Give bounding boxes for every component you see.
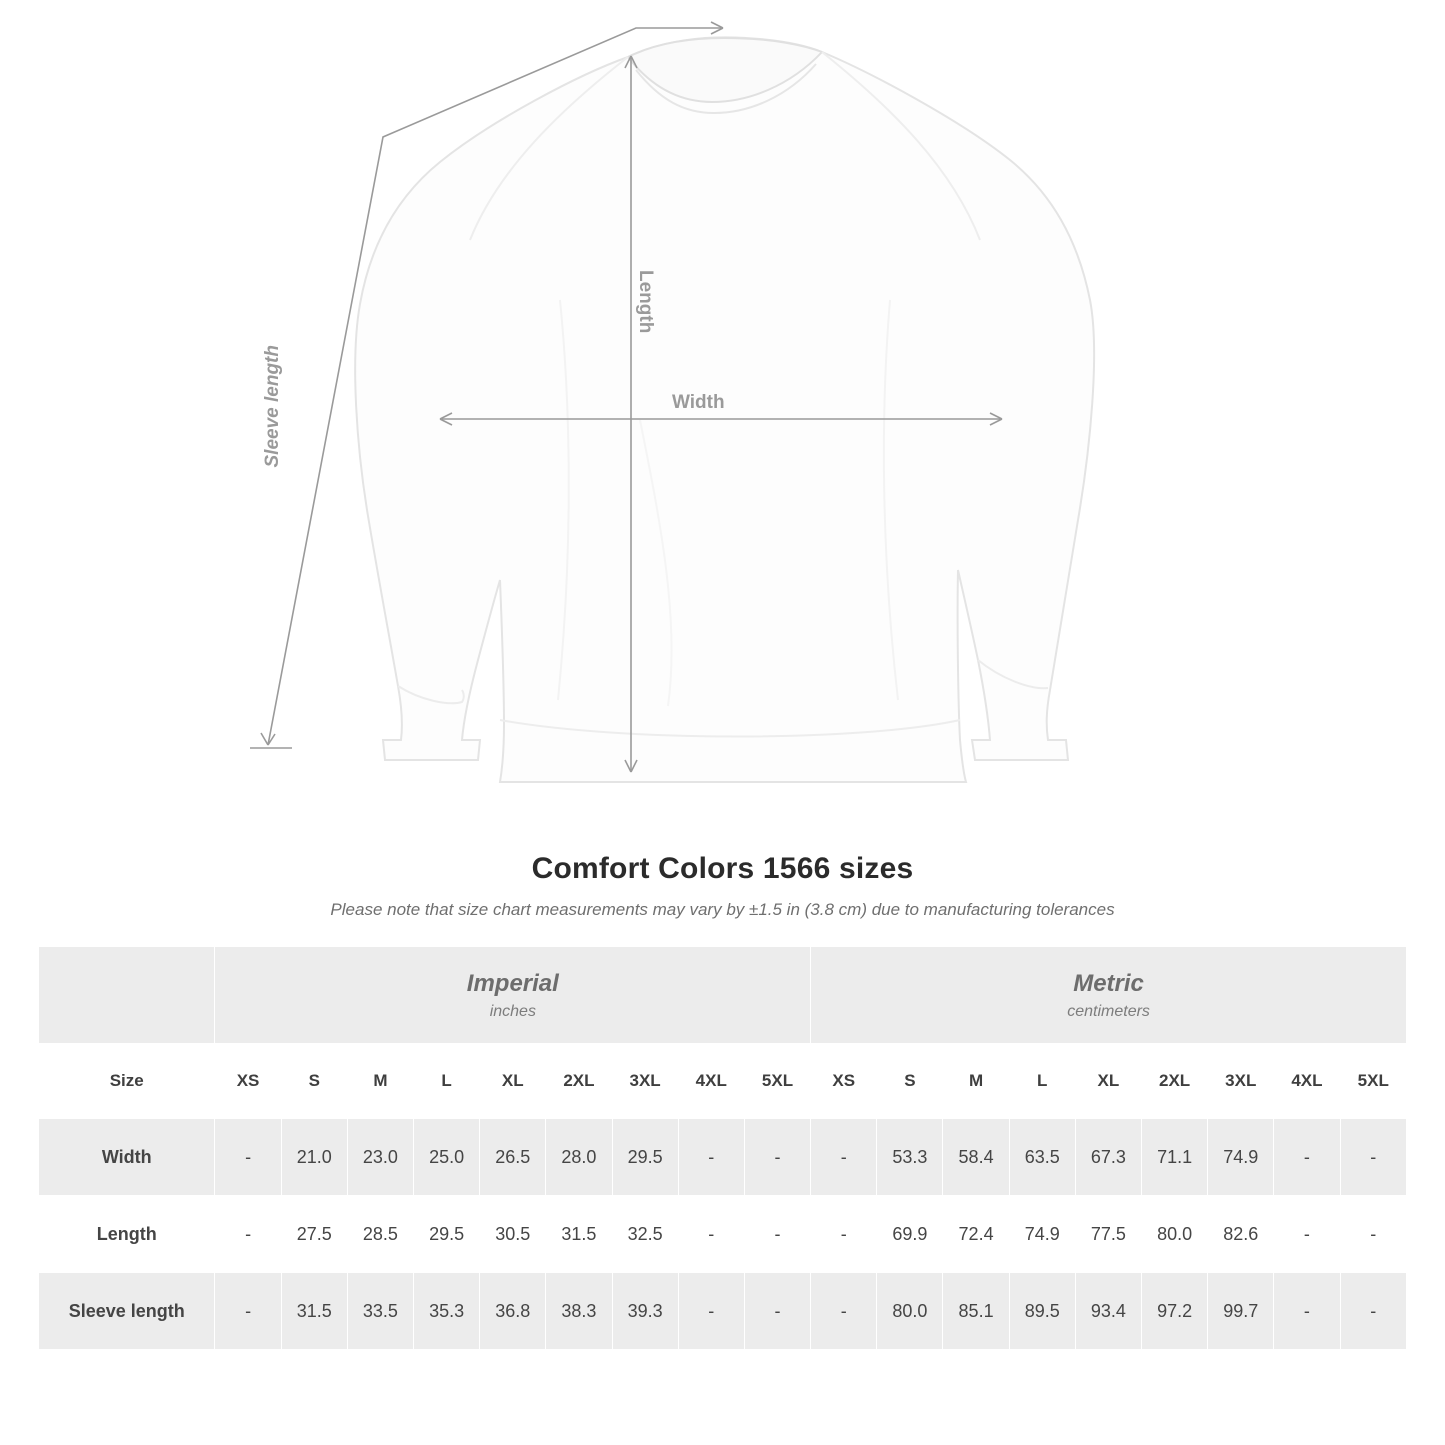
- cell-imperial-5xl: -: [744, 1273, 810, 1350]
- cell-imperial-xs: -: [215, 1273, 281, 1350]
- size-header-xl: XL: [480, 1044, 546, 1119]
- cell-metric-s: 53.3: [877, 1119, 943, 1196]
- unit-header-spacer: [39, 947, 215, 1044]
- cell-imperial-m: 33.5: [347, 1273, 413, 1350]
- size-header-m: M: [347, 1044, 413, 1119]
- measurement-tolerance-note: Please note that size chart measurements may vary by ±1.5 in (3.8 cm) due to manufacturing tolerances: [330, 900, 1115, 919]
- size-header-4xl: 4XL: [1274, 1044, 1340, 1119]
- cell-imperial-m: 23.0: [347, 1119, 413, 1196]
- size-header-l: L: [414, 1044, 480, 1119]
- unit-header-imperial: [215, 947, 811, 1044]
- table-row: [39, 1119, 1407, 1196]
- size-header-xs: XS: [215, 1044, 281, 1119]
- cell-imperial-2xl: 28.0: [546, 1119, 612, 1196]
- size-header-4xl: 4XL: [678, 1044, 744, 1119]
- cell-metric-xl: 67.3: [1075, 1119, 1141, 1196]
- size-header-5xl: 5XL: [1340, 1044, 1406, 1119]
- size-header-2xl: 2XL: [546, 1044, 612, 1119]
- cell-imperial-4xl: -: [678, 1119, 744, 1196]
- cell-imperial-xl: 30.5: [480, 1196, 546, 1273]
- cell-metric-s: 80.0: [877, 1273, 943, 1350]
- size-column-header: Size: [39, 1044, 215, 1119]
- row-label: Length: [39, 1196, 215, 1273]
- cell-metric-5xl: -: [1340, 1196, 1406, 1273]
- cell-metric-2xl: 80.0: [1142, 1196, 1208, 1273]
- cell-imperial-5xl: -: [744, 1119, 810, 1196]
- cell-imperial-s: 27.5: [281, 1196, 347, 1273]
- cell-imperial-5xl: -: [744, 1196, 810, 1273]
- sweatshirt-shape: [355, 37, 1094, 782]
- size-header-s: S: [281, 1044, 347, 1119]
- cell-imperial-xl: 26.5: [480, 1119, 546, 1196]
- cell-imperial-s: 31.5: [281, 1273, 347, 1350]
- cell-metric-3xl: 99.7: [1208, 1273, 1274, 1350]
- cell-metric-l: 74.9: [1009, 1196, 1075, 1273]
- cell-metric-m: 58.4: [943, 1119, 1009, 1196]
- unit-name: Metric: [1073, 970, 1144, 997]
- unit-subtitle: inches: [489, 1003, 536, 1020]
- cell-metric-3xl: 74.9: [1208, 1119, 1274, 1196]
- row-label: Sleeve length: [39, 1273, 215, 1350]
- cell-metric-xl: 77.5: [1075, 1196, 1141, 1273]
- cell-metric-xs: -: [811, 1119, 877, 1196]
- width-dimension-label: Width: [672, 392, 725, 413]
- cell-imperial-2xl: 38.3: [546, 1273, 612, 1350]
- size-header-m: M: [943, 1044, 1009, 1119]
- cell-imperial-l: 35.3: [414, 1273, 480, 1350]
- cell-metric-xl: 93.4: [1075, 1273, 1141, 1350]
- cell-metric-2xl: 71.1: [1142, 1119, 1208, 1196]
- cell-metric-xs: -: [811, 1196, 877, 1273]
- size-header-3xl: 3XL: [1208, 1044, 1274, 1119]
- size-header-s: S: [877, 1044, 943, 1119]
- cell-imperial-3xl: 29.5: [612, 1119, 678, 1196]
- page-title: Comfort Colors 1566 sizes: [531, 852, 914, 885]
- size-header-l: L: [1009, 1044, 1075, 1119]
- unit-header-metric: [811, 947, 1407, 1044]
- cell-metric-m: 85.1: [943, 1273, 1009, 1350]
- cell-imperial-l: 25.0: [414, 1119, 480, 1196]
- table-row: [39, 1273, 1407, 1350]
- cell-metric-l: 89.5: [1009, 1273, 1075, 1350]
- cell-imperial-m: 28.5: [347, 1196, 413, 1273]
- cell-imperial-3xl: 32.5: [612, 1196, 678, 1273]
- cell-imperial-l: 29.5: [414, 1196, 480, 1273]
- cell-metric-s: 69.9: [877, 1196, 943, 1273]
- size-table: [38, 946, 1407, 1350]
- size-header-row: [39, 1044, 1407, 1119]
- cell-imperial-xs: -: [215, 1119, 281, 1196]
- cell-metric-xs: -: [811, 1273, 877, 1350]
- size-header-3xl: 3XL: [612, 1044, 678, 1119]
- unit-subtitle: centimeters: [1067, 1003, 1150, 1020]
- cell-metric-4xl: -: [1274, 1196, 1340, 1273]
- cell-metric-5xl: -: [1340, 1119, 1406, 1196]
- table-row: [39, 1196, 1407, 1273]
- size-header-xs: XS: [811, 1044, 877, 1119]
- cell-metric-m: 72.4: [943, 1196, 1009, 1273]
- cell-metric-2xl: 97.2: [1142, 1273, 1208, 1350]
- size-header-5xl: 5XL: [744, 1044, 810, 1119]
- cell-imperial-xl: 36.8: [480, 1273, 546, 1350]
- cell-imperial-3xl: 39.3: [612, 1273, 678, 1350]
- size-header-xl: XL: [1075, 1044, 1141, 1119]
- sleeve-length-dimension-label: Sleeve length: [262, 345, 283, 468]
- row-label: Width: [39, 1119, 215, 1196]
- unit-name: Imperial: [466, 970, 559, 997]
- length-dimension-label: Length: [635, 270, 656, 334]
- size-table-wrapper: [38, 946, 1407, 1350]
- cell-metric-l: 63.5: [1009, 1119, 1075, 1196]
- unit-header-row: [39, 947, 1407, 1044]
- cell-metric-5xl: -: [1340, 1273, 1406, 1350]
- cell-imperial-4xl: -: [678, 1196, 744, 1273]
- cell-imperial-s: 21.0: [281, 1119, 347, 1196]
- cell-metric-4xl: -: [1274, 1273, 1340, 1350]
- cell-imperial-2xl: 31.5: [546, 1196, 612, 1273]
- size-header-2xl: 2XL: [1142, 1044, 1208, 1119]
- cell-imperial-4xl: -: [678, 1273, 744, 1350]
- cell-metric-3xl: 82.6: [1208, 1196, 1274, 1273]
- title-block: [0, 852, 1445, 920]
- cell-metric-4xl: -: [1274, 1119, 1340, 1196]
- cell-imperial-xs: -: [215, 1196, 281, 1273]
